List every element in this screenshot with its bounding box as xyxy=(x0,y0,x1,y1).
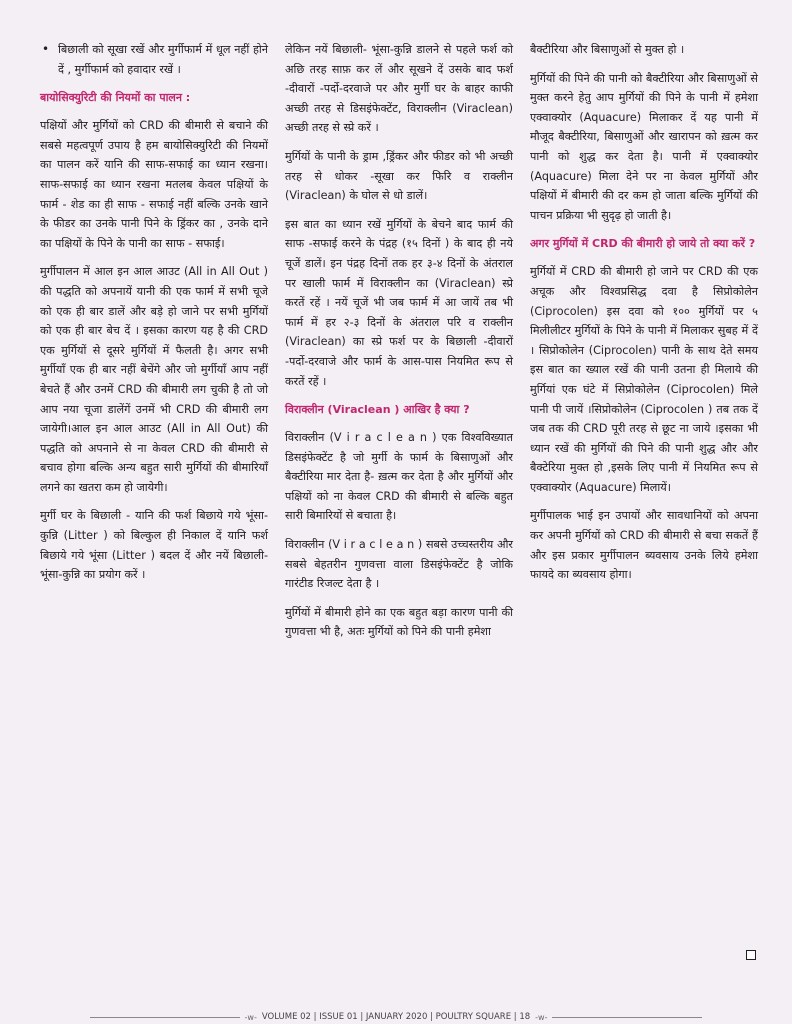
paragraph: मुर्गीपालक भाई इन उपायों और सावधानियों को अपना कर अपनी मुर्गियों को CRD की बीमारी से बचा सकतें हैं और इस प्रकार मुर्गीपालन ब्यवसाय उनके लिये हमेशा फायदे का ब्यवसाय होगा। xyxy=(530,509,758,582)
article-body xyxy=(40,40,758,970)
page-footer xyxy=(0,1010,792,1024)
paragraph: विराक्लीन (V i r a c l e a n ) एक विश्वविख्यात डिसइंफेक्टेंट है जो मुर्गी के फार्म के बिसाणुओं और बैक्टीरिया मार देता है- ख़त्म कर देता है और मुर्गियों और पक्षियों को ना केवल CRD की बीमारी से बल्कि बहुत सारी बिमारियों से बचाता है। xyxy=(285,431,513,523)
footer-ornament-right: -w- xyxy=(535,1012,548,1022)
footer-ornament-left: -w- xyxy=(244,1012,257,1022)
heading-crd-treatment: अगर मुर्गियों में CRD की बीमारी हो जाये तो क्या करें ? xyxy=(530,237,756,251)
column-1 xyxy=(40,40,268,970)
heading-viraclean: विराक्लीन (Viraclean ) आखिर है क्या ? xyxy=(285,403,470,417)
paragraph: पक्षियों और मुर्गियों को CRD की बीमारी से बचाने की सबसे महत्वपूर्ण उपाय है हम बायोसिक्युरिटी की नियमों का पालन करें यानि की साफ-सफाई का ध्यान रखना।साफ-सफाई का ध्यान रखना मतलब केवल पक्षियों के फार्म - शेड का ही साफ - सफाई नहीं बल्कि उनके खाने के फीडर का उनके पानी पिने के ड्रिंकर का , उनके दाने का पक्षियों के पिने के पानी का साफ - सफाई। xyxy=(40,119,268,250)
paragraph: मुर्गियों के पानी के ड्राम ,ड्रिंकर और फीडर को भी अच्छी तरह से धोकर -सूखा कर फिरि व राक्लीन (Viraclean) के घोल से धो डालें। xyxy=(285,149,513,203)
paragraph: मुर्गीपालन में आल इन आल आउट (All in All Out ) की पद्धति को अपनायें यानी की एक फार्म में सभी चूजे को एक ही बार डालें और बड़े हो जाने पर सभी मुर्गियों को एक ही बार बेच दें । इसका कारण यह है की CRD एक मुर्गियों से दूसरे मुर्गियों में फैलती है। अगर सभी मुर्गीयाँ एक ही बार नहीं बेचेंगे और जो मुर्गीयाँ आप नहीं बेचते हैं और उनमें CRD की बीमारी लग चुकी है तो जो आप नया चूजा डालेंगें उनमें भी CRD की बीमारी लग जायेगी।आल इन आल आउट (All in All Out) की पद्धति को अपनाने से ना केवल CRD की बीमारी से बचाव होगा बल्कि अन्य बहुत सारी मुर्गियों की बीमारियाँ लगने का खतरा कम हो जायेगी। xyxy=(40,265,268,494)
paragraph: लेकिन नयें बिछाली- भूंसा-कुन्नि डालने से पहले फर्श को अछि तरह साफ़ कर लें और सूखने दें उसके बाद फर्श -दीवारों -पर्दो-दरवाजे पर और मुर्गी घर के बाहर काफी अच्छी तरह से डिसइंफेक्टेंट, विराक्लीन (Viraclean) अच्छी तरह से स्प्रे करें । xyxy=(285,43,513,135)
footer-issue-info: VOLUME 02 | ISSUE 01 | JANUARY 2020 | POULTRY SQUARE | 18 xyxy=(261,1012,531,1022)
paragraph: मुर्गियों में CRD की बीमारी हो जाने पर CRD की एक अचूक और विश्वप्रसिद्ध दवा है सिप्रोकोलेन (Ciprocolen) इस दवा को १०० मुर्गियों पर ५ मिलीलीटर मुर्गियों के पिने के पानी में मिलाकर सुबह में दें । सिप्रोकोलेन (Ciprocolen) पानी के साथ देते समय इस बात का ख्याल रखें की पानी उतना ही मिलाये की मुर्गियां एक घंटे में सिप्रोकोलेन (Ciprocolen) मिले पानी पी जायें ।सिप्रोकोलेन (Ciprocolen ) तब तक दें जब तक की CRD पूरी तरह से छूट ना जाये ।इसका भी ध्यान रखें की मुर्गियों की पिने की पानी शुद्ध और और बैक्टेरिया मुक्त हो ,इसके लिए पानी में नियमित रूप से एक्वाक्योर (Aquacure) मिलायें। xyxy=(530,265,758,494)
paragraph: विराक्लीन (V i r a c l e a n ) सबसे उच्चस्तरीय और सबसे बेहतरीन गुणवत्ता वाला डिसइंफेक्टेंट है जोकि गारंटीड रिजल्ट देता है । xyxy=(285,538,513,591)
paragraph: मुर्गियों में बीमारी होने का एक बहुत बड़ा कारण पानी की गुणवत्ता भी है, अतः मुर्गियों को पिने की पानी हमेशा xyxy=(285,605,513,639)
heading-biosecurity: बायोसिक्युरिटी की नियमों का पालन : xyxy=(40,91,191,105)
paragraph: इस बात का ध्यान रखें मुर्गियों के बेचने बाद फार्म की साफ -सफाई करने के पंद्रह (१५ दिनों ) के बाद ही नये चूजें डालें। इन पंद्रह दिनों तक हर ३-४ दिनों के अंतराल पर खाली फार्म में विराक्लीन का (Viraclean) स्प्रे करतें रहें । नयें चूजें भी जब फार्म में आ जायें तब भी फार्म में हर २-३ दिनों के अंतराल परि व राक्लीन (Viraclean) का स्प्रे फर्श पर के बिछाली -दीवारों -पर्दो-दरवाजे और फार्म के आस-पास नियमित रूप से करतें रहें । xyxy=(285,217,513,388)
footer-rule-right xyxy=(552,1017,702,1018)
footer-rule-left xyxy=(90,1017,240,1018)
bullet-litter-dry: • बिछाली को सूखा रखें और मुर्गीफार्म में धूल नहीं होने दें , मुर्गीफार्म को हवादार रखें । xyxy=(40,40,268,79)
paragraph: मुर्गी घर के बिछाली - यानि की फर्श बिछाये गये भूंसा-कुन्नि (Litter ) को बिल्कुल ही निकाल दें यानि फर्श बिछाये गये भूंसा (Litter ) बदल दें और नयें बिछाली- भूंसा-कुन्नि का प्रयोग करें । xyxy=(40,509,268,582)
paragraph: मुर्गियों की पिने की पानी को बैक्टीरिया और बिसाणुओं से मुक्त करने हेतु आप मुर्गियों की पिने के पानी में हमेशा एक्वाक्योर (Aquacure) मिलाकर दें यह पानी में मौजूद बैक्टीरिया, बिसाणुओं और खारापन को ख़त्म कर पानी को शुद्ध कर देता है। पानी में एक्वाक्योर (Aquacure) मिला देने पर ना केवल मुर्गियों और पक्षियों में बीमारी की दर कम हो जाता बल्कि मुर्गियों की पाचन प्रक्रिया भी सुदृढ़ हो जाती है। xyxy=(530,71,758,222)
end-of-article-square-icon xyxy=(746,950,756,960)
paragraph: बैक्टीरिया और बिसाणुओं से मुक्त हो । xyxy=(530,43,685,56)
column-3 xyxy=(530,40,758,970)
column-2 xyxy=(285,40,513,970)
